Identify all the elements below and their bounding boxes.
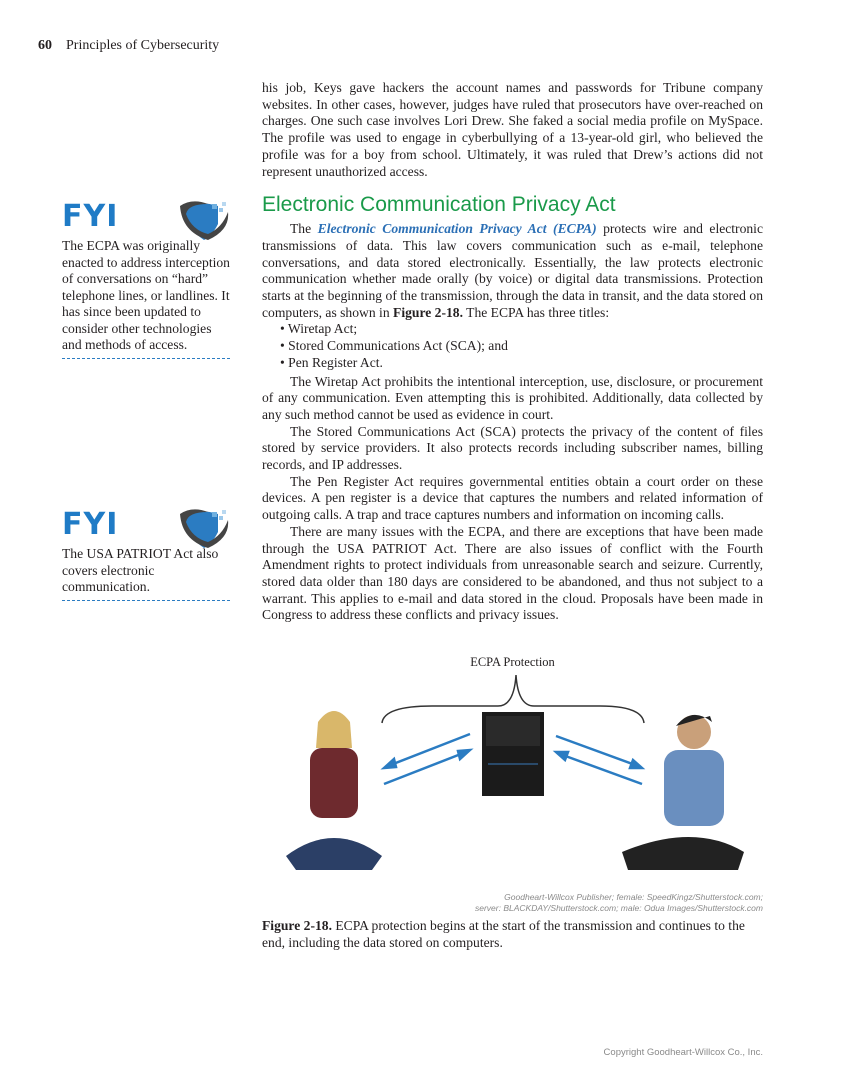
paragraph: his job, Keys gave hackers the account names and passwords for Tribune company websites. In other cases, however, judges have ruled that prosecutors have over-reached on charges. One such case involves Lori Drew. She faked a social media profile on MySpace. The profile was used to engage in cyberbullying of a 13-year-old girl, who believed the profile was for a boy from school. Ultimately, it was ruled that Drew’s actions did not represent unauthorized access. xyxy=(262,80,763,179)
figure-illustration xyxy=(262,670,763,890)
female-image xyxy=(286,711,382,870)
fyi-label: FYI xyxy=(62,507,119,542)
section-heading: Electronic Communication Privacy Act xyxy=(262,193,616,217)
server-image xyxy=(482,712,544,796)
main-text xyxy=(262,80,763,624)
caption-label: Figure 2-18. xyxy=(262,918,332,934)
fyi-text: The ECPA was originally enacted to address interception of conversations on “hard” telephone lines, or landlines. It has since been updated to consider other technologies and methods of access. xyxy=(62,238,230,352)
figure-credit: Goodheart-Willcox Publisher; female: SpeedKingz/Shutterstock.com; server: BLACKDAY/Shutterstock.com; male: Odua Images/Shutterstock.com xyxy=(474,892,763,914)
paragraph: There are many issues with the ECPA, and there are exceptions that have been made through the USA PATRIOT Act. There are also issues of conflict with the Fourth Amendment rights to protect individuals from unreasonable search and seizure. Currently, stored data older than 180 days are considered to be abandoned, and thus not subject to a warrant. This applies to e-mail and data stored in the cloud. Proposals have been made in Congress to address these conflicts and privacy issues. xyxy=(262,523,763,623)
male-image xyxy=(622,715,744,870)
fyi-text: The USA PATRIOT Act also covers electronic communication. xyxy=(62,546,219,594)
list-item: • Wiretap Act; xyxy=(292,321,763,338)
figure-caption: Figure 2-18. ECPA protection begins at the start of the transmission and continues to the end, including the data stored on computers. xyxy=(262,918,745,950)
figure-ecpa xyxy=(262,654,763,890)
paragraph: The Stored Communications Act (SCA) protects the privacy of the content of files stored by service providers. It also protects records including subscriber names, billing records, and IP addresses. xyxy=(262,423,763,473)
paragraph: The Electronic Communication Privacy Act (ECPA) protects wire and electronic transmissions of data. This law covers communication such as e-mail, telephone conversations, and data stored electronically. Essentially, the law protects electronic communication whether made orally (by voice) or digital data transmissions. Protection starts at the beginning of the transmission, through the data in transit, and the data stored on computers, as shown in Figure 2-18. The ECPA has three titles: xyxy=(262,221,763,320)
running-header xyxy=(38,38,219,54)
figure-reference: Figure 2-18. xyxy=(393,304,463,320)
fyi-box xyxy=(62,508,230,601)
shield-icon xyxy=(178,200,230,240)
copyright: Copyright Goodheart-Willcox Co., Inc. xyxy=(603,1047,763,1058)
fyi-label: FYI xyxy=(62,199,119,234)
fyi-box xyxy=(62,200,230,359)
list-item: • Stored Communications Act (SCA); and xyxy=(292,338,763,355)
titles-list xyxy=(262,321,763,371)
content-column xyxy=(262,80,763,952)
page-number: 60 xyxy=(38,38,52,53)
list-item: • Pen Register Act. xyxy=(292,355,763,372)
paragraph: The Pen Register Act requires governmental entities obtain a court order on these devices. A pen register is a device that captures the numbers and related information of outgoing calls. A trap and trace captures numbers and information on incoming calls. xyxy=(262,473,763,523)
shield-icon xyxy=(178,508,230,548)
figure-label: ECPA Protection xyxy=(470,655,555,670)
key-term: Electronic Communication Privacy Act (ECPA) xyxy=(317,221,597,237)
book-title: Principles of Cybersecurity xyxy=(66,38,220,53)
paragraph: The Wiretap Act prohibits the intentional interception, use, disclosure, or procurement of any communication. Even attempting this is prohibited. Additionally, data collected by any such method cannot be used as evidence in court. xyxy=(262,373,763,422)
